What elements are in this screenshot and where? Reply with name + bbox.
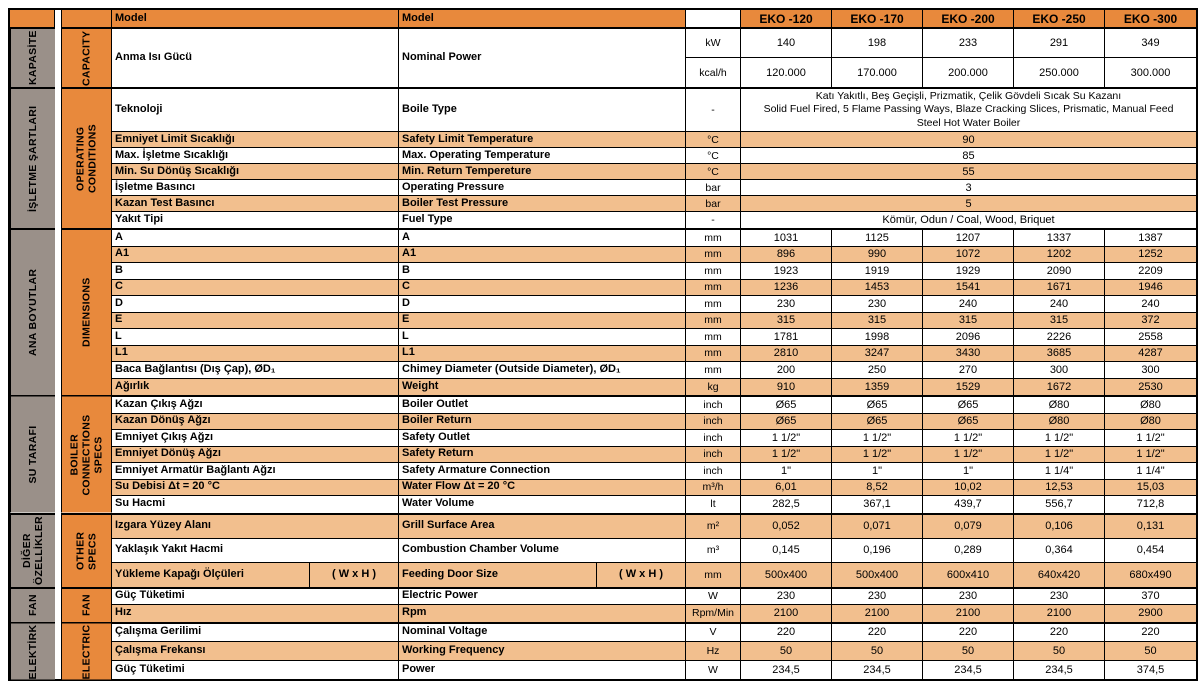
value-cell: 0,289 [923,539,1014,563]
model-column-header: EKO -120 [741,10,832,27]
section-label-en: DIMENSIONS [61,230,112,395]
value-cell: 896 [741,247,832,264]
row-label-en: D [399,296,686,313]
row-label-tr: Çalışma Gerilimi [112,624,399,643]
row-label-tr: Emniyet Dönüş Ağzı [112,447,399,464]
value-cell: 712,8 [1105,496,1196,513]
value-cell: 2100 [832,605,923,622]
row-label-en: A1 [399,247,686,264]
value-cell: 2226 [1014,329,1105,346]
value-cell: 270 [923,362,1014,379]
unit-cell: mm [686,280,741,297]
row-label-en: Safety Limit Temperature [399,132,686,148]
row-label-tr: Emniyet Çıkış Ağzı [112,430,399,447]
unit-cell: - [686,212,741,228]
value-cell: 220 [1014,624,1105,643]
section-label-tr: İŞLETME ŞARTLARI [10,89,55,228]
value-cell: 200.000 [923,58,1014,87]
unit-cell: Hz [686,642,741,661]
value-cell: 0,196 [832,539,923,563]
value-cell: 2900 [1105,605,1196,622]
value-cell: 640x420 [1014,563,1105,587]
value-cell: 234,5 [741,661,832,680]
row-label-tr: A [112,230,399,247]
unit-cell: mm [686,247,741,264]
value-cell: 234,5 [832,661,923,680]
unit-cell: bar [686,180,741,196]
row-label-en: Operating Pressure [399,180,686,196]
merged-value-cell: 3 [741,180,1196,196]
section-label-en: CAPACITY [61,29,112,87]
value-cell: 220 [741,624,832,643]
section-label-en: OPERATING CONDITIONS [61,89,112,228]
value-cell: 1337 [1014,230,1105,247]
row-label-en: L [399,329,686,346]
value-cell: 233 [923,29,1014,58]
model-column-header: EKO -200 [923,10,1014,27]
row-label-tr: Emniyet Limit Sıcaklığı [112,132,399,148]
merged-value-cell: 5 [741,196,1196,212]
unit-cell: V [686,624,741,643]
row-label-tr: B [112,263,399,280]
section-label-en: BOILER CONNECTIONS SPECS [61,397,112,513]
unit-cell: °C [686,132,741,148]
unit-cell: inch [686,414,741,431]
value-cell: 1202 [1014,247,1105,264]
value-cell: 234,5 [923,661,1014,680]
row-label-en: Feeding Door Size [402,567,498,580]
section-3 [10,397,1196,515]
section-label-tr: KAPASİTE [10,29,55,87]
row-label-en: Chimey Diameter (Outside Diameter), ØD₁ [399,362,686,379]
row-label-tr: Hız [112,605,399,622]
value-cell: 1 1/2" [832,430,923,447]
wxh-sublabel: ( W x H ) [309,563,398,587]
model-header-en: Model [399,10,686,27]
row-label-tr: E [112,313,399,330]
row-label-tr: L [112,329,399,346]
boiler-spec-table [8,8,1198,681]
model-column-header: EKO -250 [1014,10,1105,27]
unit-cell: mm [686,346,741,363]
row-label-en: B [399,263,686,280]
row-label-tr: Anma Isı Gücü [112,29,399,87]
value-cell: 1 1/2" [1014,430,1105,447]
row-label-tr: Yaklaşık Yakıt Hacmi [112,539,399,563]
unit-cell: kcal/h [686,58,741,87]
value-cell: 50 [1105,642,1196,661]
row-label-en: Working Frequency [399,642,686,661]
value-cell: 1672 [1014,379,1105,396]
value-cell: 50 [832,642,923,661]
value-line: Katı Yakıtlı, Beş Geçişli, Prizmatik, Çelik Gövdeli Sıcak Su Kazanı [815,90,1122,103]
value-cell: 0,071 [832,515,923,539]
row-label-tr: C [112,280,399,297]
unit-cell: °C [686,164,741,180]
value-cell: 1072 [923,247,1014,264]
value-cell: Ø65 [923,414,1014,431]
row-label-en: Grill Surface Area [399,515,686,539]
row-label-en: L1 [399,346,686,363]
value-cell: 990 [832,247,923,264]
row-label-en: Boiler Test Pressure [399,196,686,212]
value-cell: 198 [832,29,923,58]
value-cell: 1236 [741,280,832,297]
row-label-en: Nominal Voltage [399,624,686,643]
value-cell: 50 [923,642,1014,661]
value-cell: 315 [741,313,832,330]
value-cell: 220 [832,624,923,643]
value-cell: 0,079 [923,515,1014,539]
row-label-en: A [399,230,686,247]
unit-cell: m³/h [686,480,741,497]
value-cell: 10,02 [923,480,1014,497]
value-cell: 2100 [741,605,832,622]
value-cell: 315 [1014,313,1105,330]
row-label-tr: Emniyet Armatür Bağlantı Ağzı [112,463,399,480]
unit-cell: inch [686,397,741,414]
unit-cell: Rpm/Min [686,605,741,622]
row-label-tr: Min. Su Dönüş Sıcaklığı [112,164,399,180]
value-cell: 0,454 [1105,539,1196,563]
value-cell: 3247 [832,346,923,363]
row-label-en: Safety Outlet [399,430,686,447]
row-label-en: Weight [399,379,686,396]
value-cell: 15,03 [1105,480,1196,497]
value-cell: 3685 [1014,346,1105,363]
value-cell: 600x410 [923,563,1014,587]
value-cell: 50 [741,642,832,661]
section-2 [10,230,1196,397]
unit-cell: lt [686,496,741,513]
value-cell: 1781 [741,329,832,346]
row-label-en: Safety Armature Connection [399,463,686,480]
unit-cell: mm [686,563,741,587]
unit-cell: mm [686,362,741,379]
value-cell: 12,53 [1014,480,1105,497]
value-cell: 300.000 [1105,58,1196,87]
unit-cell: inch [686,447,741,464]
value-cell: 1359 [832,379,923,396]
row-label-en: Nominal Power [399,29,686,87]
value-cell: 4287 [1105,346,1196,363]
unit-header-cell [686,10,741,27]
value-cell: 230 [832,589,923,606]
corner-cell-gray-col [10,10,55,27]
value-cell: 0,131 [1105,515,1196,539]
row-label-en: Fuel Type [399,212,686,228]
value-cell: 1" [832,463,923,480]
section-label-en: ELECTRIC [61,624,112,680]
value-cell: 230 [832,296,923,313]
value-cell: 1529 [923,379,1014,396]
row-label-en: C [399,280,686,297]
row-label-tr: L1 [112,346,399,363]
value-cell: 230 [741,589,832,606]
value-cell: 1" [741,463,832,480]
value-cell: 1207 [923,230,1014,247]
unit-cell: W [686,589,741,606]
unit-cell: W [686,661,741,680]
value-cell: 2100 [923,605,1014,622]
value-cell: 250.000 [1014,58,1105,87]
value-cell: 2530 [1105,379,1196,396]
value-cell: 1 1/2" [741,447,832,464]
row-label-en: Min. Return Tempereture [399,164,686,180]
row-label-en: Water Volume [399,496,686,513]
value-cell: 2096 [923,329,1014,346]
section-label-en: FAN [61,589,112,622]
unit-cell: mm [686,263,741,280]
value-cell: 1923 [741,263,832,280]
merged-value-cell: 90 [741,132,1196,148]
model-header-row [10,10,1196,29]
value-cell: Ø65 [832,414,923,431]
section-label-tr: ELEKTİRK [10,624,55,680]
value-cell: 170.000 [832,58,923,87]
merged-value-cell: 85 [741,148,1196,164]
value-cell: 1387 [1105,230,1196,247]
value-cell: 282,5 [741,496,832,513]
value-cell: 370 [1105,589,1196,606]
row-label-tr: Yükleme Kapağı Ölçüleri [115,567,244,580]
unit-cell: inch [686,463,741,480]
column-spacer [55,10,61,679]
value-cell: 2810 [741,346,832,363]
value-cell: 374,5 [1105,661,1196,680]
value-cell: 1 1/2" [1105,430,1196,447]
value-cell: Ø80 [1105,414,1196,431]
value-cell: 0,364 [1014,539,1105,563]
value-cell: 1 1/4" [1105,463,1196,480]
value-cell: 6,01 [741,480,832,497]
value-cell: 1 1/2" [832,447,923,464]
value-cell: 230 [1014,589,1105,606]
row-label-en: Boiler Return [399,414,686,431]
section-0 [10,29,1196,89]
merged-value-cell: 55 [741,164,1196,180]
value-cell: 230 [923,589,1014,606]
value-cell: 1125 [832,230,923,247]
value-cell: 1929 [923,263,1014,280]
value-cell: 680x490 [1105,563,1196,587]
value-cell: 300 [1014,362,1105,379]
unit-cell: m³ [686,539,741,563]
unit-cell: m² [686,515,741,539]
section-label-tr: FAN [10,589,55,622]
wxh-sublabel: ( W x H ) [596,563,685,587]
value-cell: 1 1/2" [923,430,1014,447]
value-cell: 1998 [832,329,923,346]
row-label-tr: D [112,296,399,313]
row-label-tr: Kazan Çıkış Ağzı [112,397,399,414]
value-cell: 500x400 [832,563,923,587]
unit-cell: mm [686,313,741,330]
row-label-en: E [399,313,686,330]
value-cell: 1541 [923,280,1014,297]
model-header-tr: Model [112,10,399,27]
value-cell: 140 [741,29,832,58]
value-line: Steel Hot Water Boiler [916,116,1021,129]
row-label-tr: Baca Bağlantısı (Dış Çap), ØD₁ [112,362,399,379]
section-4 [10,515,1196,589]
value-cell: 1 1/2" [1014,447,1105,464]
value-cell: 1671 [1014,280,1105,297]
value-cell: Ø65 [741,397,832,414]
value-cell: 8,52 [832,480,923,497]
value-cell: 349 [1105,29,1196,58]
row-label-tr: A1 [112,247,399,264]
value-cell: 240 [1105,296,1196,313]
value-cell: 500x400 [741,563,832,587]
unit-cell: inch [686,430,741,447]
value-cell: 220 [1105,624,1196,643]
row-label-en: Water Flow Δt = 20 °C [399,480,686,497]
value-cell: 0,052 [741,515,832,539]
section-label-tr: SU TARAFI [10,397,55,513]
merged-value-cell: Kömür, Odun / Coal, Wood, Briquet [741,212,1196,228]
model-column-header: EKO -300 [1105,10,1196,27]
value-cell: 910 [741,379,832,396]
section-label-en: OTHER SPECS [61,515,112,587]
value-cell: 367,1 [832,496,923,513]
section-label-tr: ANA BOYUTLAR [10,230,55,395]
value-cell: Ø80 [1105,397,1196,414]
value-cell: 2090 [1014,263,1105,280]
section-1 [10,89,1196,230]
row-label-tr: Yakıt Tipi [112,212,399,228]
value-cell: 240 [1014,296,1105,313]
row-label-tr: Su Debisi Δt = 20 °C [112,480,399,497]
section-5 [10,589,1196,624]
value-cell: 315 [923,313,1014,330]
row-label-tr: Max. İşletme Sıcaklığı [112,148,399,164]
section-6 [10,624,1196,680]
value-cell: 372 [1105,313,1196,330]
value-cell: 230 [741,296,832,313]
row-label-tr: Izgara Yüzey Alanı [112,515,399,539]
value-cell: 50 [1014,642,1105,661]
value-cell: 1946 [1105,280,1196,297]
value-cell: Ø65 [832,397,923,414]
row-label-tr: İşletme Basıncı [112,180,399,196]
value-cell: Ø80 [1014,397,1105,414]
value-cell: 1 1/2" [1105,447,1196,464]
value-cell: 1252 [1105,247,1196,264]
value-cell: 0,106 [1014,515,1105,539]
value-cell: Ø65 [923,397,1014,414]
row-label-en: Boiler Outlet [399,397,686,414]
value-cell: 0,145 [741,539,832,563]
row-label-en: Electric Power [399,589,686,606]
value-cell: 240 [923,296,1014,313]
value-cell: 234,5 [1014,661,1105,680]
value-cell: 1 1/2" [741,430,832,447]
unit-cell: kW [686,29,741,58]
value-cell: 200 [741,362,832,379]
row-label-en: Safety Return [399,447,686,464]
value-cell: 439,7 [923,496,1014,513]
value-cell: Ø65 [741,414,832,431]
row-label-tr: Kazan Test Basıncı [112,196,399,212]
value-cell: 2100 [1014,605,1105,622]
row-label-en: Combustion Chamber Volume [399,539,686,563]
row-label-tr: Ağırlık [112,379,399,396]
row-label-tr: Kazan Dönüş Ağzı [112,414,399,431]
value-cell: 291 [1014,29,1105,58]
merged-multiline-value-cell [741,89,1196,132]
value-cell: 3430 [923,346,1014,363]
value-cell: Ø80 [1014,414,1105,431]
corner-cell-orange-col [61,10,112,27]
row-label-tr: Çalışma Frekansı [112,642,399,661]
value-cell: 2558 [1105,329,1196,346]
value-cell: 2209 [1105,263,1196,280]
row-label-tr: Teknoloji [112,89,399,132]
value-cell: 1919 [832,263,923,280]
unit-cell: mm [686,230,741,247]
value-cell: 1 1/2" [923,447,1014,464]
value-cell: 300 [1105,362,1196,379]
unit-cell: °C [686,148,741,164]
row-label-en: Boile Type [399,89,686,132]
row-label-tr: Güç Tüketimi [112,589,399,606]
value-line: Solid Fuel Fired, 5 Flame Passing Ways, Blaze Cracking Slices, Prismatic, Manual Feed [763,103,1174,116]
value-cell: 1453 [832,280,923,297]
row-label-en-with-wxh [399,563,686,587]
unit-cell: - [686,89,741,132]
unit-cell: bar [686,196,741,212]
value-cell: 220 [923,624,1014,643]
value-cell: 315 [832,313,923,330]
row-label-tr: Güç Tüketimi [112,661,399,680]
value-cell: 1031 [741,230,832,247]
row-label-en: Power [399,661,686,680]
value-cell: 250 [832,362,923,379]
value-cell: 1" [923,463,1014,480]
unit-cell: kg [686,379,741,396]
value-cell: 1 1/4" [1014,463,1105,480]
row-label-tr: Su Hacmi [112,496,399,513]
row-label-tr-with-wxh [112,563,399,587]
section-label-tr: DİĞER ÖZELLİKLER [10,515,55,587]
row-label-en: Max. Operating Temperature [399,148,686,164]
row-label-en: Rpm [399,605,686,622]
value-cell: 120.000 [741,58,832,87]
value-cell: 556,7 [1014,496,1105,513]
unit-cell: mm [686,329,741,346]
model-column-header: EKO -170 [832,10,923,27]
unit-cell: mm [686,296,741,313]
